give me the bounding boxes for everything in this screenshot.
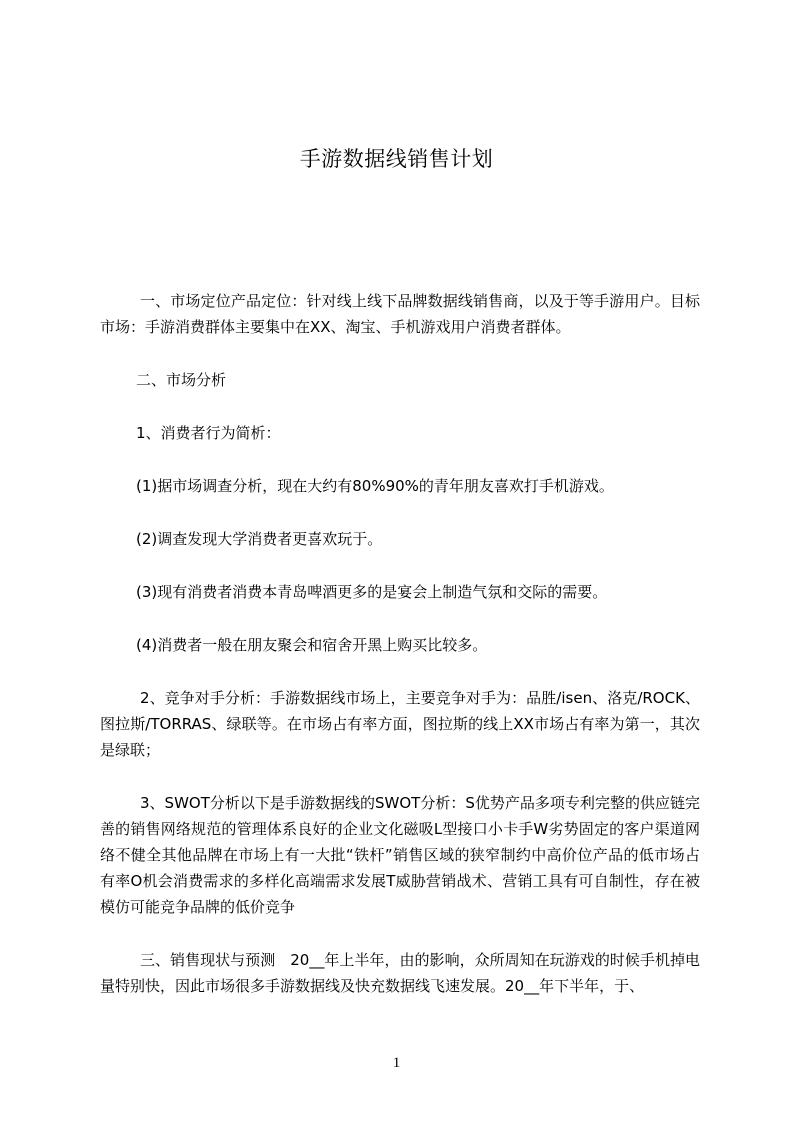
page-number: 1 bbox=[392, 1055, 401, 1071]
paragraph-competitor-analysis: 2、竞争对手分析：手游数据线市场上，主要竞争对手为：品胜/isen、洛克/ROCK、图拉斯/TORRAS、绿联等。在市场占有率方面，图拉斯的线上XX市场占有率为第一，其次是绿联； bbox=[100, 689, 700, 759]
list-item-4: (4)消费者一般在朋友聚会和宿舍开黑上购买比较多。 bbox=[136, 636, 488, 654]
list-item-1: (1)据市场调查分析，现在大约有80%90%的青年朋友喜欢打手机游戏。 bbox=[136, 477, 614, 495]
list-item-3: (3)现有消费者消费本青岛啤酒更多的是宴会上制造气氛和交际的需要。 bbox=[136, 583, 608, 601]
paragraph-swot-analysis: 3、SWOT分析以下是手游数据线的SWOT分析：S优势产品多项专利完整的供应链完善的销售网络规范的管理体系良好的企业文化磁吸L型接口小卡手W劣势固定的客户渠道网络不健全其他品牌在市场上有一大批“铁杆”销售区域的狭窄制约中高价位产品的低市场占有率O机会消费需求的多样化高端需求发展T威胁营销战术、营销工具有可自制性，存在被模仿可能竞争品牌的低价竞争 bbox=[100, 794, 700, 916]
paragraph-market-positioning: 一、市场定位产品定位：针对线上线下品牌数据线销售商，以及于等手游用户。目标市场：手游消费群体主要集中在XX、淘宝、手机游戏用户消费者群体。 bbox=[100, 292, 700, 336]
list-item-2: (2)调查发现大学消费者更喜欢玩于。 bbox=[136, 530, 383, 548]
document-body bbox=[100, 288, 700, 999]
heading-market-analysis: 二、市场分析 bbox=[136, 371, 227, 389]
subheading-consumer-behavior: 1、消费者行为简析： bbox=[136, 424, 281, 442]
paragraph-sales-status: 三、销售现状与预测 20__年上半年，由的影响，众所周知在玩游戏的时候手机掉电量特别快，因此市场很多手游数据线及快充数据线飞速发展。20__年下半年，于、 bbox=[100, 951, 700, 995]
document-title: 手游数据线销售计划 bbox=[299, 147, 494, 171]
